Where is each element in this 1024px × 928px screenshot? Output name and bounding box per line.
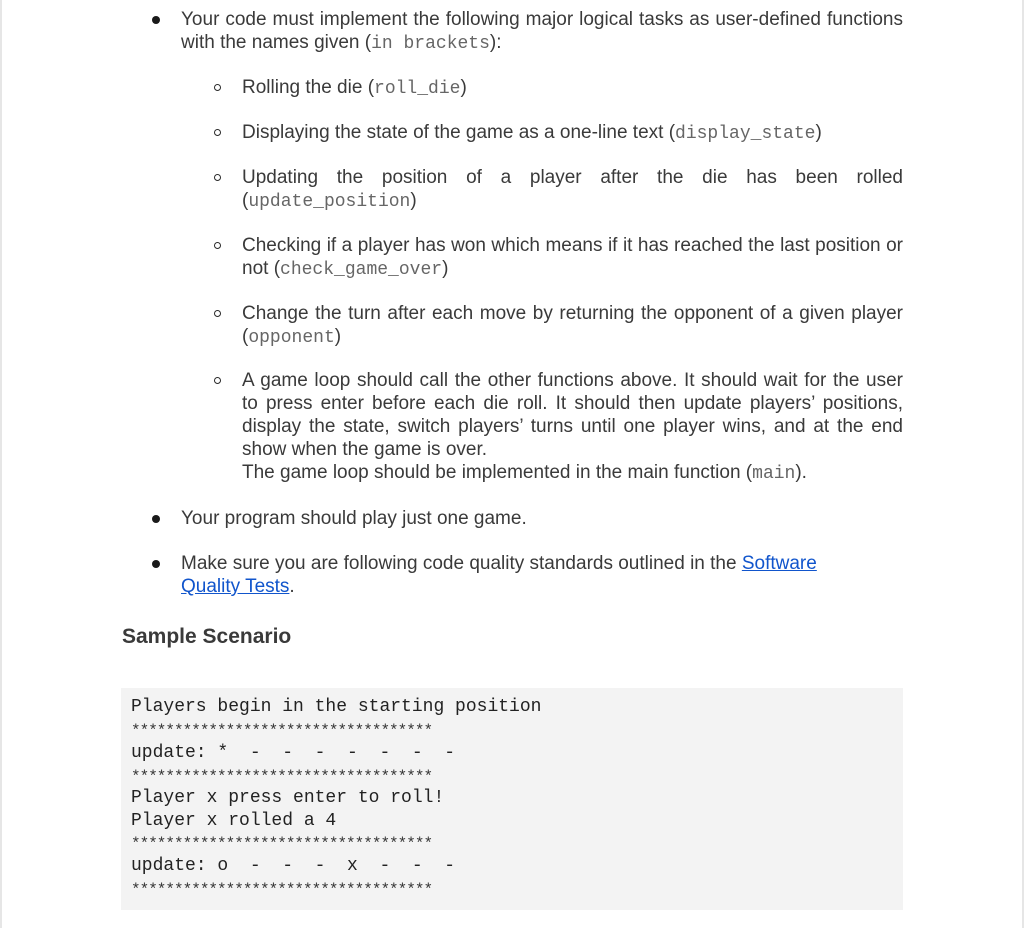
software-quality-tests-link[interactable]: Software Quality Tests bbox=[181, 553, 817, 597]
sub-item-update-position bbox=[242, 166, 903, 214]
bullet-text: Your program should play just one game. bbox=[181, 508, 527, 529]
bullet-major-tasks bbox=[181, 8, 903, 56]
code-line: update: o - - - x - - - bbox=[131, 856, 456, 876]
sub-item-text-after: ). bbox=[795, 462, 807, 483]
sub-item-text: Rolling the die ( bbox=[242, 77, 375, 98]
inline-code: roll_die bbox=[374, 79, 461, 99]
sub-item-game-loop bbox=[242, 369, 903, 486]
sub-item-check-game-over bbox=[242, 234, 903, 282]
code-line-separator: *********************************** bbox=[131, 881, 433, 899]
page-edge-left bbox=[0, 0, 2, 928]
bullet-text-after: ): bbox=[489, 32, 502, 53]
sub-item-text2: The game loop should be implemented in the main function ( bbox=[242, 462, 753, 483]
bullet-one-game bbox=[181, 507, 903, 530]
sub-item-text: Change the turn after each move by returning the opponent of a given player ( bbox=[242, 303, 903, 347]
sample-code-block bbox=[121, 688, 903, 910]
sub-item-roll-die bbox=[242, 76, 903, 101]
sub-item-text-after: ) bbox=[815, 122, 822, 143]
sub-item-text-after: ) bbox=[460, 77, 467, 98]
sub-item-text-after: ) bbox=[334, 326, 342, 347]
code-line: Player x rolled a 4 bbox=[131, 811, 337, 831]
sample-scenario-heading: Sample Scenario bbox=[122, 625, 292, 648]
bullet-text: Make sure you are following code quality standards outlined in the bbox=[181, 553, 742, 574]
code-line-separator: *********************************** bbox=[131, 835, 433, 853]
inline-code: in brackets bbox=[371, 34, 490, 54]
code-line: Player x press enter to roll! bbox=[131, 788, 445, 808]
inline-code: update_position bbox=[248, 192, 411, 212]
sub-item-opponent bbox=[242, 302, 903, 350]
sub-item-text-after: ) bbox=[442, 258, 449, 279]
sub-item-text: A game loop should call the other functions above. It should wait for the user to press enter before each die roll. It should then update players’ positions, display the state, switch players’ turns until one player wins, and at the end show when the game is over. bbox=[242, 370, 903, 460]
bullet-text: Your code must implement the following major logical tasks as user-defined functions with the names given ( bbox=[181, 9, 903, 53]
inline-code: display_state bbox=[675, 124, 816, 144]
sub-item-text: Updating the position of a player after the die has been rolled ( bbox=[242, 167, 903, 211]
sub-item-display-state bbox=[242, 121, 903, 146]
sub-item-main-line bbox=[242, 461, 903, 486]
code-line-separator: *********************************** bbox=[131, 722, 433, 740]
inline-code: main bbox=[752, 464, 796, 484]
code-line-separator: *********************************** bbox=[131, 768, 433, 786]
code-line: Players begin in the starting position bbox=[131, 697, 542, 717]
code-line: update: * - - - - - - - bbox=[131, 743, 456, 763]
sub-item-text-after: ) bbox=[410, 190, 417, 211]
bullet-code-quality bbox=[181, 552, 881, 598]
inline-code: check_game_over bbox=[280, 260, 443, 280]
bullet-text-after: . bbox=[289, 576, 295, 597]
sub-item-text: Checking if a player has won which means if it has reached the last position or not ( bbox=[242, 235, 903, 279]
inline-code: opponent bbox=[248, 328, 335, 348]
sub-item-text: Displaying the state of the game as a one-line text ( bbox=[242, 122, 676, 143]
